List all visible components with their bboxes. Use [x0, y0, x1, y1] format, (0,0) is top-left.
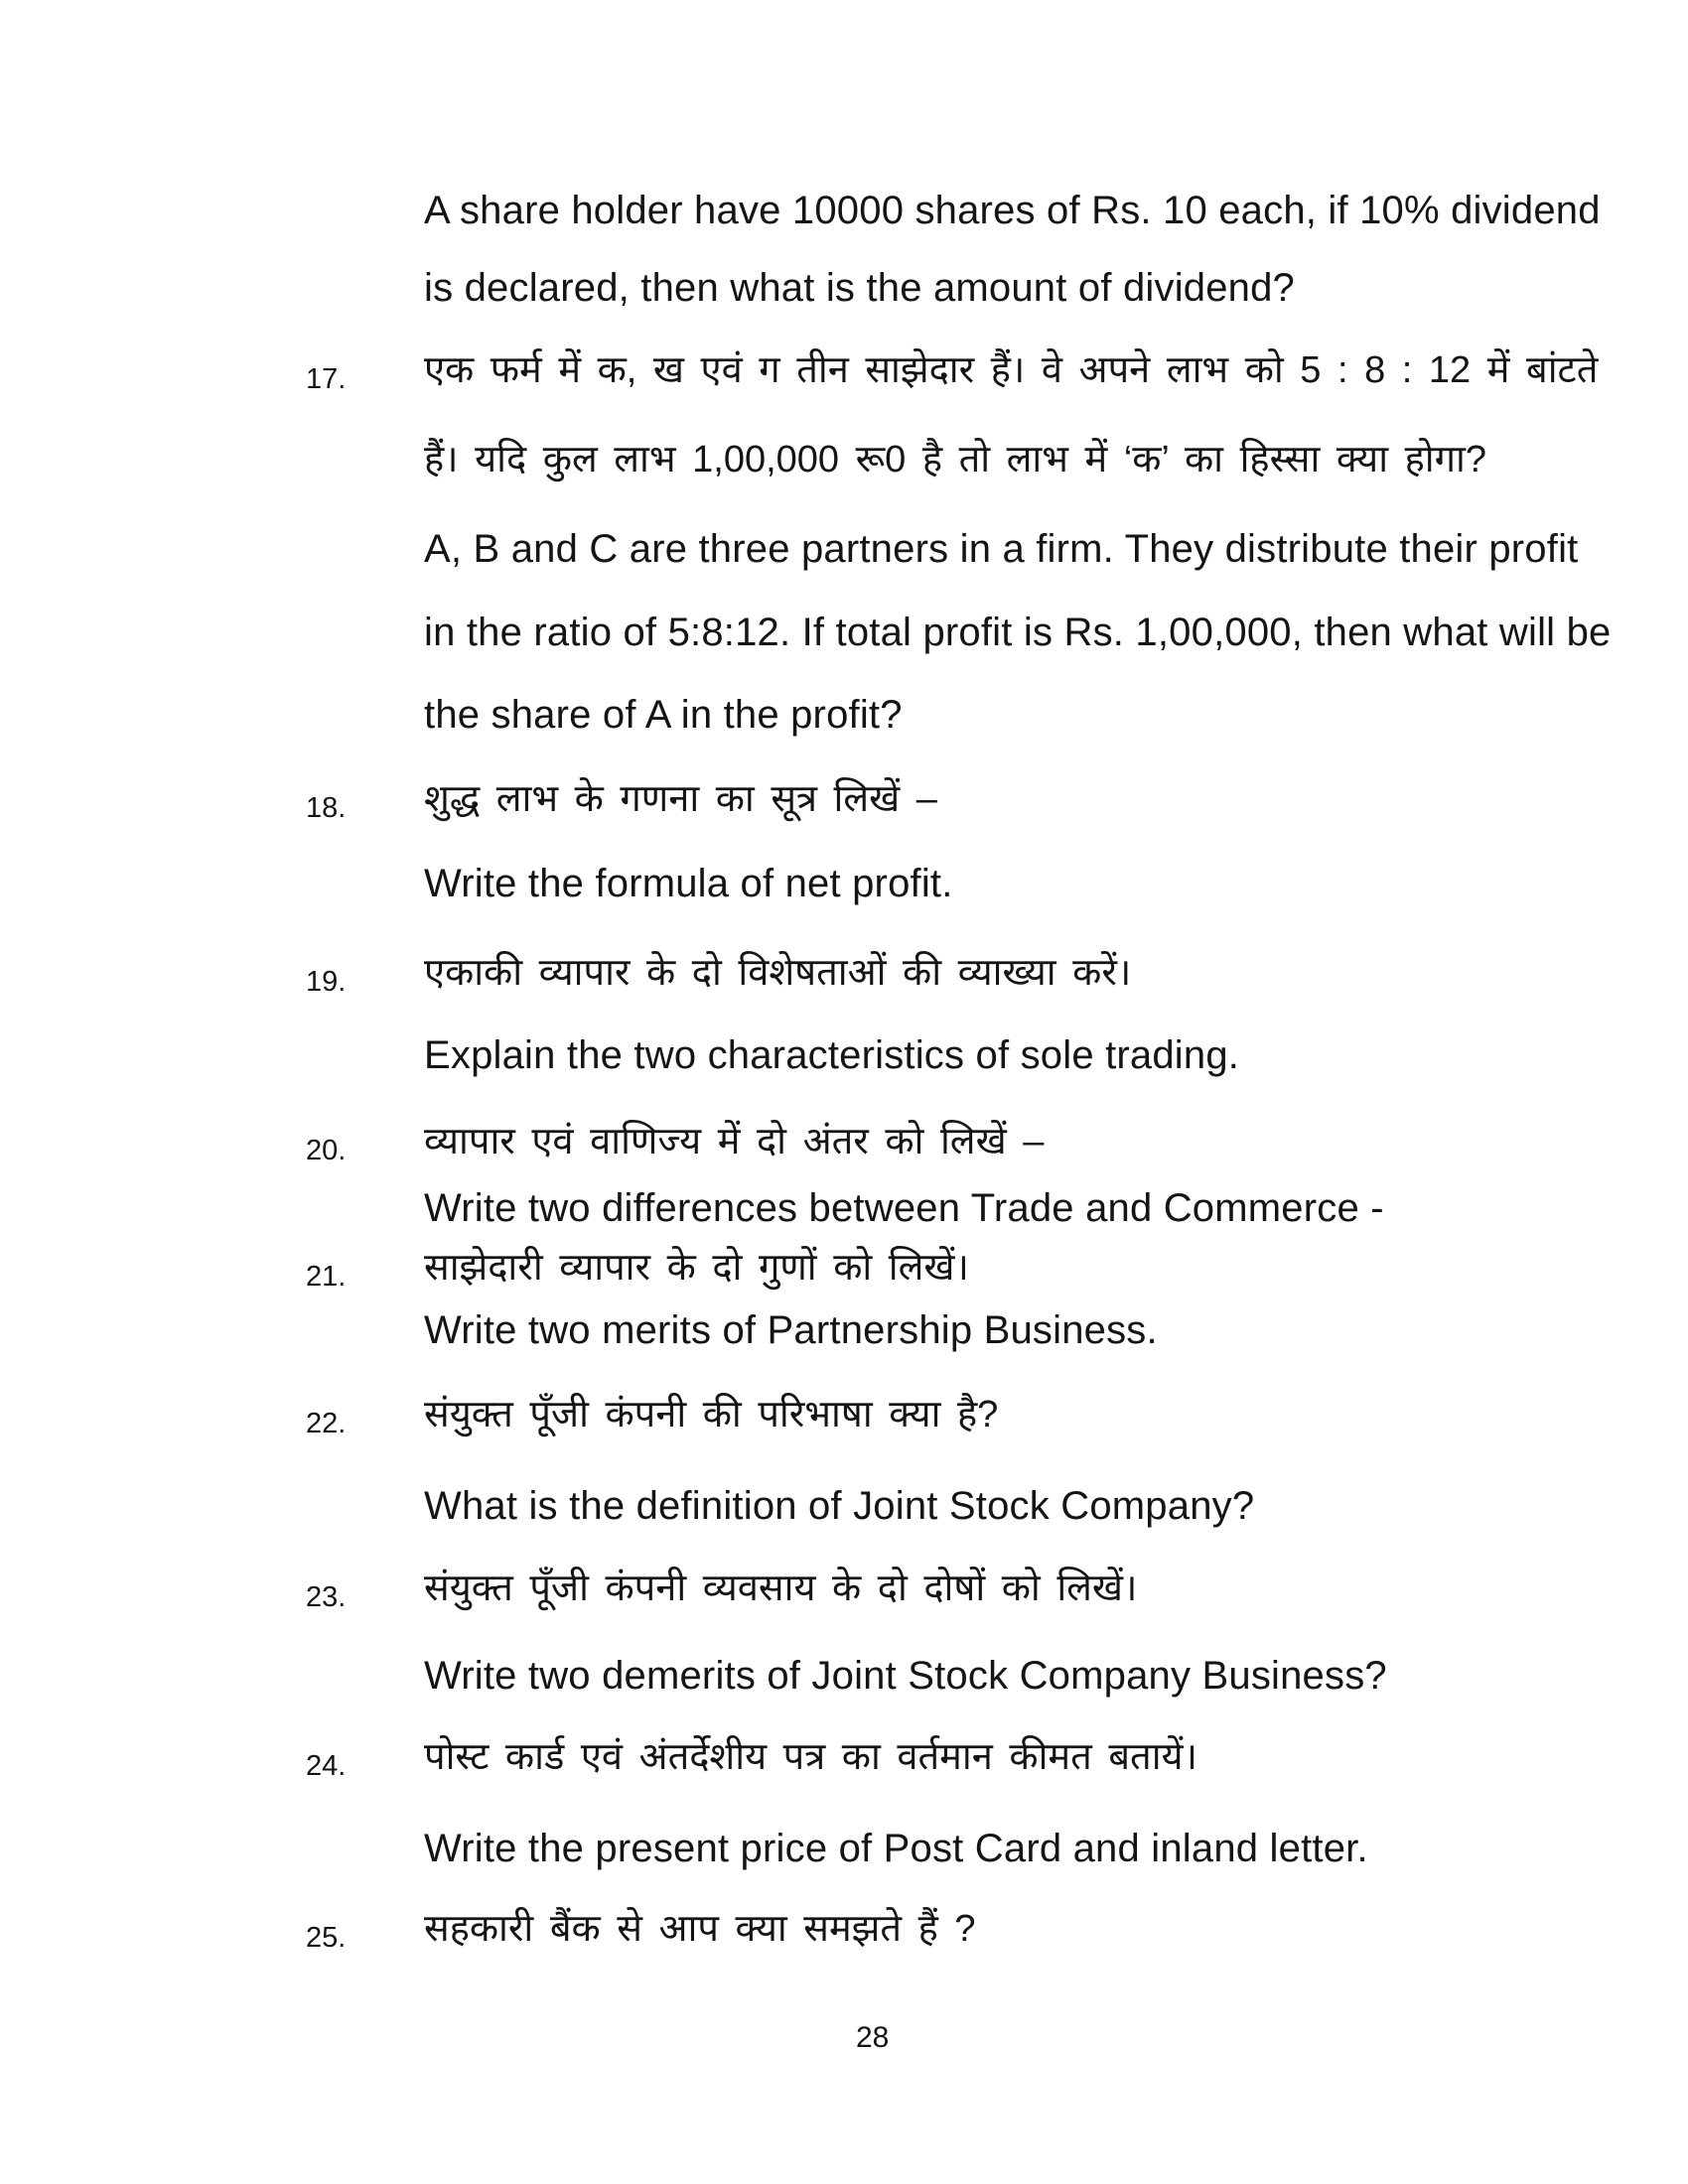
question-number-21: 21.: [306, 1261, 347, 1293]
intro-line: is declared, then what is the amount of dividend?: [424, 266, 1296, 310]
question-line-hindi: सहकारी बैंक से आप क्या समझते हैं ?: [424, 1908, 976, 1950]
intro-line: A share holder have 10000 shares of Rs. 10 each, if 10% dividend: [424, 189, 1601, 232]
question-line-hindi: संयुक्त पूँजी कंपनी की परिभाषा क्या है?: [424, 1394, 999, 1435]
question-line-hindi: हैं। यदि कुल लाभ 1,00,000 रू0 है तो लाभ में ‘क’ का हिस्सा क्या होगा?: [424, 439, 1487, 480]
question-line-english: in the ratio of 5:8:12. If total profit is Rs. 1,00,000, then what will be: [424, 611, 1612, 654]
question-line-english: What is the definition of Joint Stock Company?: [424, 1484, 1255, 1528]
question-line-english: Write the formula of net profit.: [424, 862, 953, 905]
question-line-english: A, B and C are three partners in a firm. They distribute their profit: [424, 527, 1579, 571]
question-number-18: 18.: [306, 792, 347, 824]
question-number-20: 20.: [306, 1135, 347, 1166]
question-line-hindi: पोस्ट कार्ड एवं अंतर्देशीय पत्र का वर्तमान कीमत बतायें।: [424, 1736, 1197, 1778]
question-number-17: 17.: [306, 363, 347, 395]
question-line-english: Write the present price of Post Card and inland letter.: [424, 1827, 1368, 1870]
question-number-25: 25.: [306, 1922, 347, 1954]
question-number-23: 23.: [306, 1581, 347, 1613]
question-number-24: 24.: [306, 1750, 347, 1782]
question-line-hindi: एक फर्म में क, ख एवं ग तीन साझेदार हैं। वे अपने लाभ को 5 : 8 : 12 में बांटते: [424, 349, 1599, 391]
question-line-english: Explain the two characteristics of sole trading.: [424, 1033, 1240, 1077]
question-line-hindi: व्यापार एवं वाणिज्य में दो अंतर को लिखें –: [424, 1121, 1045, 1162]
question-line-english: Write two merits of Partnership Business.: [424, 1308, 1158, 1352]
question-line-hindi: एकाकी व्यापार के दो विशेषताओं की व्याख्या करें।: [424, 952, 1132, 994]
page-number: 28: [856, 2021, 890, 2054]
question-number-19: 19.: [306, 966, 347, 998]
question-line-hindi: साझेदारी व्यापार के दो गुणों को लिखें।: [424, 1247, 969, 1289]
question-number-22: 22.: [306, 1408, 347, 1439]
question-line-english: the share of A in the profit?: [424, 693, 903, 737]
question-line-english: Write two demerits of Joint Stock Company Business?: [424, 1654, 1387, 1698]
question-line-hindi: शुद्ध लाभ के गणना का सूत्र लिखें –: [424, 778, 937, 820]
question-line-hindi: संयुक्त पूँजी कंपनी व्यवसाय के दो दोषों को लिखें।: [424, 1568, 1138, 1609]
question-line-english: Write two differences between Trade and Commerce -: [424, 1186, 1384, 1230]
